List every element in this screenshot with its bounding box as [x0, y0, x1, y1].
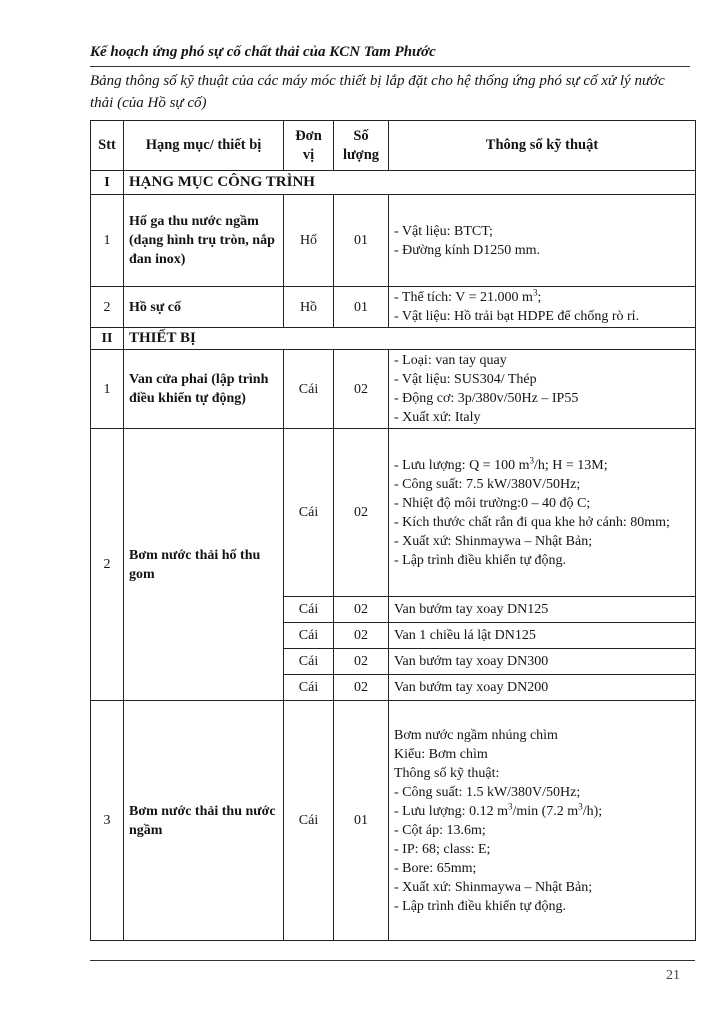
spec-table	[90, 120, 696, 941]
row-item: Bơm nước thải hố thu gom	[124, 429, 284, 701]
row-qty: 01	[334, 701, 389, 941]
section-title: HẠNG MỤC CÔNG TRÌNH	[124, 171, 696, 195]
page-header: Kế hoạch ứng phó sự cố chất thải của KCN Tam Phước	[90, 44, 436, 60]
header-item: Hạng mục/ thiết bị	[124, 121, 284, 171]
spec-line: - Kích thước chất rắn đi qua khe hở cánh: 80mm;	[394, 514, 670, 530]
spec-line: Kiểu: Bơm chìm	[394, 746, 488, 762]
page-number: 21	[666, 968, 680, 983]
spec-line: - Bore: 65mm;	[394, 860, 477, 876]
superscript: 3	[532, 287, 538, 298]
table-row	[91, 287, 696, 328]
spec-line: - Nhiệt độ môi trường:0 – 40 độ C;	[394, 495, 591, 511]
row-item: Hồ sự cố	[124, 287, 284, 328]
table-row	[91, 350, 696, 429]
row-unit: Cái	[284, 701, 334, 941]
spec-line: - Loại: van tay quay	[394, 353, 507, 368]
row-number: 1	[91, 350, 124, 429]
row-qty: 02	[334, 429, 389, 597]
row-unit: Hố	[284, 195, 334, 287]
spec-line: - Vật liệu: SUS304/ Thép	[394, 372, 537, 387]
spec-line: Bơm nước ngầm nhúng chìm	[394, 727, 558, 743]
table-caption: Bảng thông số kỹ thuật của các máy móc thiết bị lắp đặt cho hệ thống ứng phó sự cố xử lý nước thải (của Hồ sự cố)	[90, 73, 665, 111]
spec-line	[394, 802, 690, 821]
spec-line: - Xuất xứ: Italy	[394, 410, 481, 425]
row-unit: Cái	[284, 649, 334, 675]
spec-line: - Công suất: 7.5 kW/380V/50Hz;	[394, 476, 581, 492]
header-divider	[90, 66, 690, 67]
row-number: 3	[91, 701, 124, 941]
section-row	[91, 328, 696, 350]
row-qty: 02	[334, 649, 389, 675]
section-number: II	[91, 328, 124, 350]
section-number: I	[91, 171, 124, 195]
row-qty: 02	[334, 623, 389, 649]
row-spec: Van bướm tay xoay DN200	[389, 675, 696, 701]
row-spec	[389, 429, 696, 597]
spec-text: ;	[537, 290, 542, 305]
spec-text: /h; H = 13M;	[533, 457, 608, 473]
row-number: 1	[91, 195, 124, 287]
spec-line: - Lập trình điều khiển tự động.	[394, 898, 567, 914]
row-spec	[389, 195, 696, 287]
row-unit: Cái	[284, 429, 334, 597]
spec-line: - Xuất xứ: Shinmaywa – Nhật Bản;	[394, 879, 593, 895]
table-header-row	[91, 121, 696, 171]
spec-line: - Công suất: 1.5 kW/380V/50Hz;	[394, 784, 581, 800]
spec-text: - Lưu lượng: Q = 100 m	[394, 457, 530, 473]
spec-text: - Thể tích: V = 21.000 m	[394, 290, 533, 305]
row-item: Hố ga thu nước ngầm (dạng hình trụ tròn, nắp đan inox)	[124, 195, 284, 287]
row-unit: Cái	[284, 623, 334, 649]
spec-line: - Cột áp: 13.6m;	[394, 822, 486, 838]
row-item: Bơm nước thải thu nước ngầm	[124, 701, 284, 941]
row-qty: 02	[334, 597, 389, 623]
table-row	[91, 429, 696, 597]
spec-line: - Xuất xứ: Shinmaywa – Nhật Bản;	[394, 533, 593, 549]
row-number: 2	[91, 287, 124, 328]
row-unit: Cái	[284, 350, 334, 429]
row-unit: Cái	[284, 597, 334, 623]
row-item: Van cửa phai (lập trình điều khiển tự động)	[124, 350, 284, 429]
row-qty: 02	[334, 350, 389, 429]
row-unit: Hồ	[284, 287, 334, 328]
spec-line	[394, 456, 690, 475]
header-stt: Stt	[91, 121, 124, 171]
row-unit: Cái	[284, 675, 334, 701]
row-spec: Van bướm tay xoay DN300	[389, 649, 696, 675]
row-spec: Van 1 chiều lá lật DN125	[389, 623, 696, 649]
spec-line: - Động cơ: 3p/380v/50Hz – IP55	[394, 391, 579, 406]
spec-line: - IP: 68; class: E;	[394, 841, 491, 857]
spec-line: Thông số kỹ thuật:	[394, 765, 500, 781]
row-qty: 01	[334, 287, 389, 328]
header-unit: Đơn vị	[284, 121, 334, 171]
row-spec: Van bướm tay xoay DN125	[389, 597, 696, 623]
row-spec	[389, 287, 696, 328]
superscript: 3	[507, 800, 513, 811]
row-number: 2	[91, 429, 124, 701]
table-row	[91, 701, 696, 941]
spec-text: /h);	[582, 803, 603, 819]
header-qty: Số lượng	[334, 121, 389, 171]
footer-divider	[90, 960, 695, 961]
section-title: THIẾT BỊ	[124, 328, 696, 350]
header-spec: Thông số kỹ thuật	[389, 121, 696, 171]
superscript: 3	[578, 800, 583, 811]
spec-line: - Vật liệu: BTCT;	[394, 223, 493, 239]
row-qty: 01	[334, 195, 389, 287]
row-spec	[389, 701, 696, 941]
spec-text: - Lưu lượng: 0.12 m	[394, 803, 508, 819]
spec-line	[394, 288, 690, 307]
row-qty: 02	[334, 675, 389, 701]
section-row	[91, 171, 696, 195]
row-spec	[389, 350, 696, 429]
spec-text: /min (7.2 m	[512, 803, 579, 819]
superscript: 3	[529, 454, 534, 465]
spec-line: - Lập trình điều khiển tự động.	[394, 552, 567, 568]
spec-line: - Vật liệu: Hồ trải bạt HDPE để chống rò rỉ.	[394, 309, 640, 324]
spec-line: - Đường kính D1250 mm.	[394, 242, 541, 258]
table-row	[91, 195, 696, 287]
